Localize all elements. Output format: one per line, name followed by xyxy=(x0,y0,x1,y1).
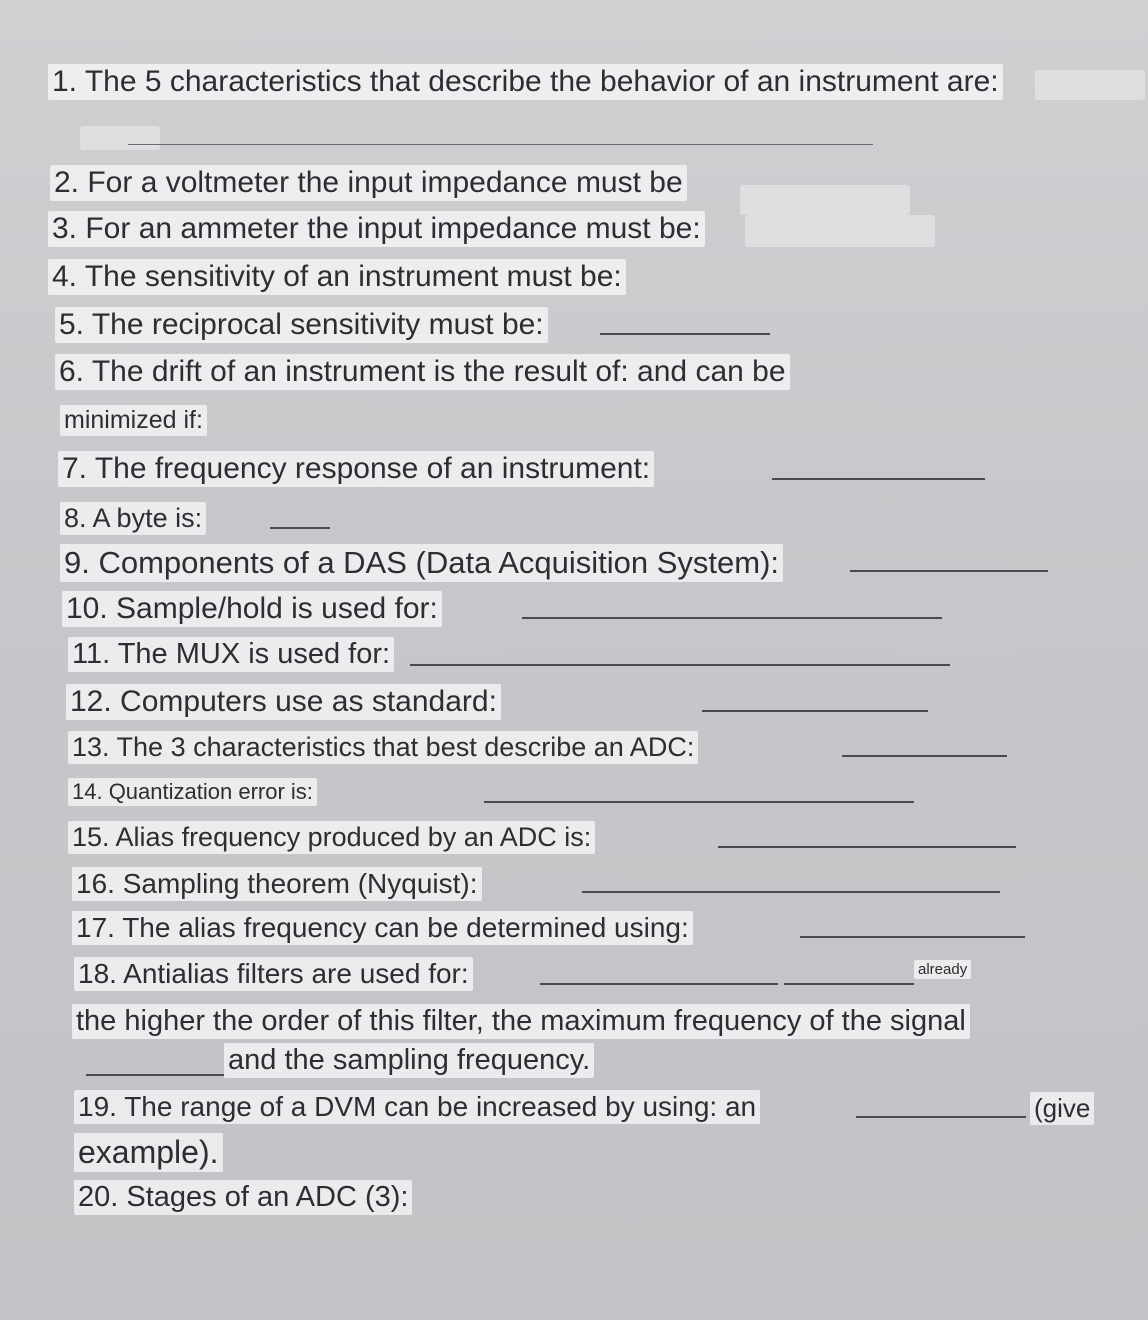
answer-blank[interactable] xyxy=(600,333,770,335)
question-14: 14. Quantization error is: xyxy=(68,778,317,806)
question-6-continued: minimized if: xyxy=(60,405,207,436)
question-18: 18. Antialias filters are used for: xyxy=(74,957,473,991)
question-11: 11. The MUX is used for: xyxy=(68,637,394,672)
answer-blank[interactable] xyxy=(86,1074,224,1076)
question-16: 16. Sampling theorem (Nyquist): xyxy=(72,867,482,901)
answer-blank[interactable] xyxy=(522,617,942,619)
answer-blank[interactable] xyxy=(582,891,1000,893)
answer-blank[interactable] xyxy=(800,936,1025,938)
faded-patch xyxy=(740,185,910,215)
answer-blank[interactable] xyxy=(772,478,985,480)
faded-patch xyxy=(745,215,935,247)
answer-blank[interactable] xyxy=(702,710,928,712)
question-17: 17. The alias frequency can be determined using: xyxy=(72,911,693,945)
question-1: 1. The 5 characteristics that describe the behavior of an instrument are: xyxy=(48,64,1003,100)
answer-blank[interactable] xyxy=(856,1116,1026,1118)
answer-blank[interactable] xyxy=(540,983,778,985)
give-note: (give xyxy=(1030,1092,1094,1125)
answer-blank[interactable] xyxy=(850,570,1048,572)
answer-blank[interactable] xyxy=(270,527,330,529)
question-5: 5. The reciprocal sensitivity must be: xyxy=(55,307,548,343)
question-12: 12. Computers use as standard: xyxy=(66,684,501,720)
answer-blank[interactable] xyxy=(128,144,873,145)
answer-blank[interactable] xyxy=(718,846,1016,848)
question-20: 20. Stages of an ADC (3): xyxy=(74,1180,412,1215)
answer-blank[interactable] xyxy=(410,664,950,666)
question-2: 2. For a voltmeter the input impedance must be xyxy=(50,165,687,201)
faded-patch xyxy=(1035,70,1145,100)
already-note: already xyxy=(914,960,971,979)
question-4: 4. The sensitivity of an instrument must be: xyxy=(48,259,626,295)
answer-blank[interactable] xyxy=(842,755,1007,757)
question-18-continued: the higher the order of this filter, the maximum frequency of the signal xyxy=(72,1004,970,1039)
question-3: 3. For an ammeter the input impedance must be: xyxy=(48,211,705,247)
question-6: 6. The drift of an instrument is the result of: and can be xyxy=(55,354,790,390)
question-18-end: and the sampling frequency. xyxy=(224,1043,594,1078)
question-8: 8. A byte is: xyxy=(60,502,206,535)
question-13: 13. The 3 characteristics that best describe an ADC: xyxy=(68,731,698,764)
question-19: 19. The range of a DVM can be increased by using: an xyxy=(74,1090,760,1124)
question-15: 15. Alias frequency produced by an ADC is: xyxy=(68,821,595,854)
question-10: 10. Sample/hold is used for: xyxy=(62,591,442,627)
question-9: 9. Components of a DAS (Data Acquisition System): xyxy=(60,544,783,582)
faded-patch xyxy=(80,126,160,150)
answer-blank[interactable] xyxy=(784,983,914,985)
answer-blank[interactable] xyxy=(484,801,914,803)
question-19-continued: example). xyxy=(74,1133,223,1172)
question-7: 7. The frequency response of an instrument: xyxy=(58,451,654,487)
